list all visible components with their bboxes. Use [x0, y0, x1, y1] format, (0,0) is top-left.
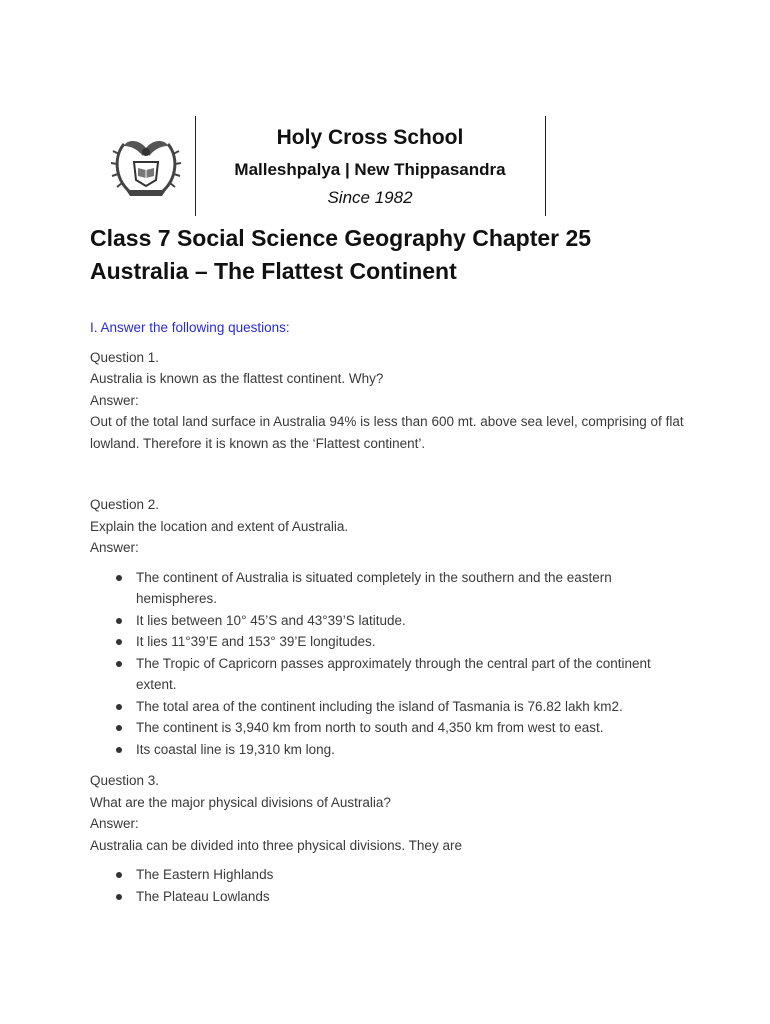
school-since: Since 1982 [327, 188, 413, 207]
header-divider-right [545, 116, 546, 216]
list-item [136, 653, 690, 696]
list-item [136, 610, 690, 632]
list-item [136, 696, 690, 718]
question-3 [90, 770, 690, 907]
bullet-icon [116, 639, 122, 645]
answer-text: Australia can be divided into three physical divisions. They are [90, 837, 462, 853]
list-item [136, 739, 690, 761]
section-heading: I. Answer the following questions: [90, 320, 290, 335]
list-item [136, 567, 690, 610]
bullet-icon [116, 872, 122, 878]
bullet-icon [116, 704, 122, 710]
list-item-text: It lies 11°39’E and 153° 39’E longitudes. [136, 634, 376, 649]
bullet-icon [116, 725, 122, 731]
header-divider-left [195, 116, 196, 216]
list-item-text: The Plateau Lowlands [136, 888, 270, 904]
list-item-text: The Tropic of Capricorn passes approximately through the central part of the continent extent. [136, 655, 651, 692]
list-item-text: The continent of Australia is situated completely in the southern and the eastern hemispheres. [136, 569, 612, 606]
question-text: Australia is known as the flattest continent. Why? [90, 371, 384, 386]
list-item [136, 864, 690, 886]
question-1 [90, 347, 690, 455]
question-label: Question 3. [90, 773, 160, 788]
answer-bullet-list [90, 864, 690, 907]
list-item-text: It lies between 10° 45’S and 43°39’S latitude. [136, 612, 406, 628]
answer-text: Out of the total land surface in Australia 94% is less than 600 mt. above sea level, comprising of flat lowland. Therefore it is known as the ‘Flattest continent’. [90, 414, 684, 451]
list-item [136, 886, 690, 908]
answer-label: Answer: [90, 816, 139, 831]
question-label: Question 2. [90, 497, 160, 512]
bullet-icon [116, 747, 122, 753]
answer-bullet-list [90, 567, 690, 761]
list-item-text: Its coastal line is 19,310 km long. [136, 741, 335, 757]
answer-label: Answer: [90, 540, 139, 555]
list-item-text: The continent is 3,940 km from north to south and 4,350 km from west to east. [136, 720, 604, 735]
list-item-text: The Eastern Highlands [136, 867, 274, 882]
answer-label: Answer: [90, 392, 139, 408]
question-text: Explain the location and extent of Australia. [90, 518, 349, 534]
school-header [0, 0, 770, 220]
list-item [136, 631, 690, 653]
bullet-icon [116, 618, 122, 624]
page-title: Class 7 Social Science Geography Chapter 25 Australia – The Flattest Continent [90, 225, 592, 284]
school-location: Malleshpalya | New Thippasandra [234, 160, 506, 179]
list-item [136, 717, 690, 739]
question-2 [90, 494, 690, 760]
bullet-icon [116, 575, 122, 581]
question-label: Question 1. [90, 349, 160, 365]
bullet-icon [116, 894, 122, 900]
school-name: Holy Cross School [276, 126, 464, 149]
question-text: What are the major physical divisions of Australia? [90, 794, 391, 810]
list-item-text: The total area of the continent including the island of Tasmania is 76.82 lakh km2. [136, 698, 623, 714]
questions-content [90, 317, 690, 917]
bullet-icon [116, 661, 122, 667]
school-crest-logo [110, 134, 182, 200]
